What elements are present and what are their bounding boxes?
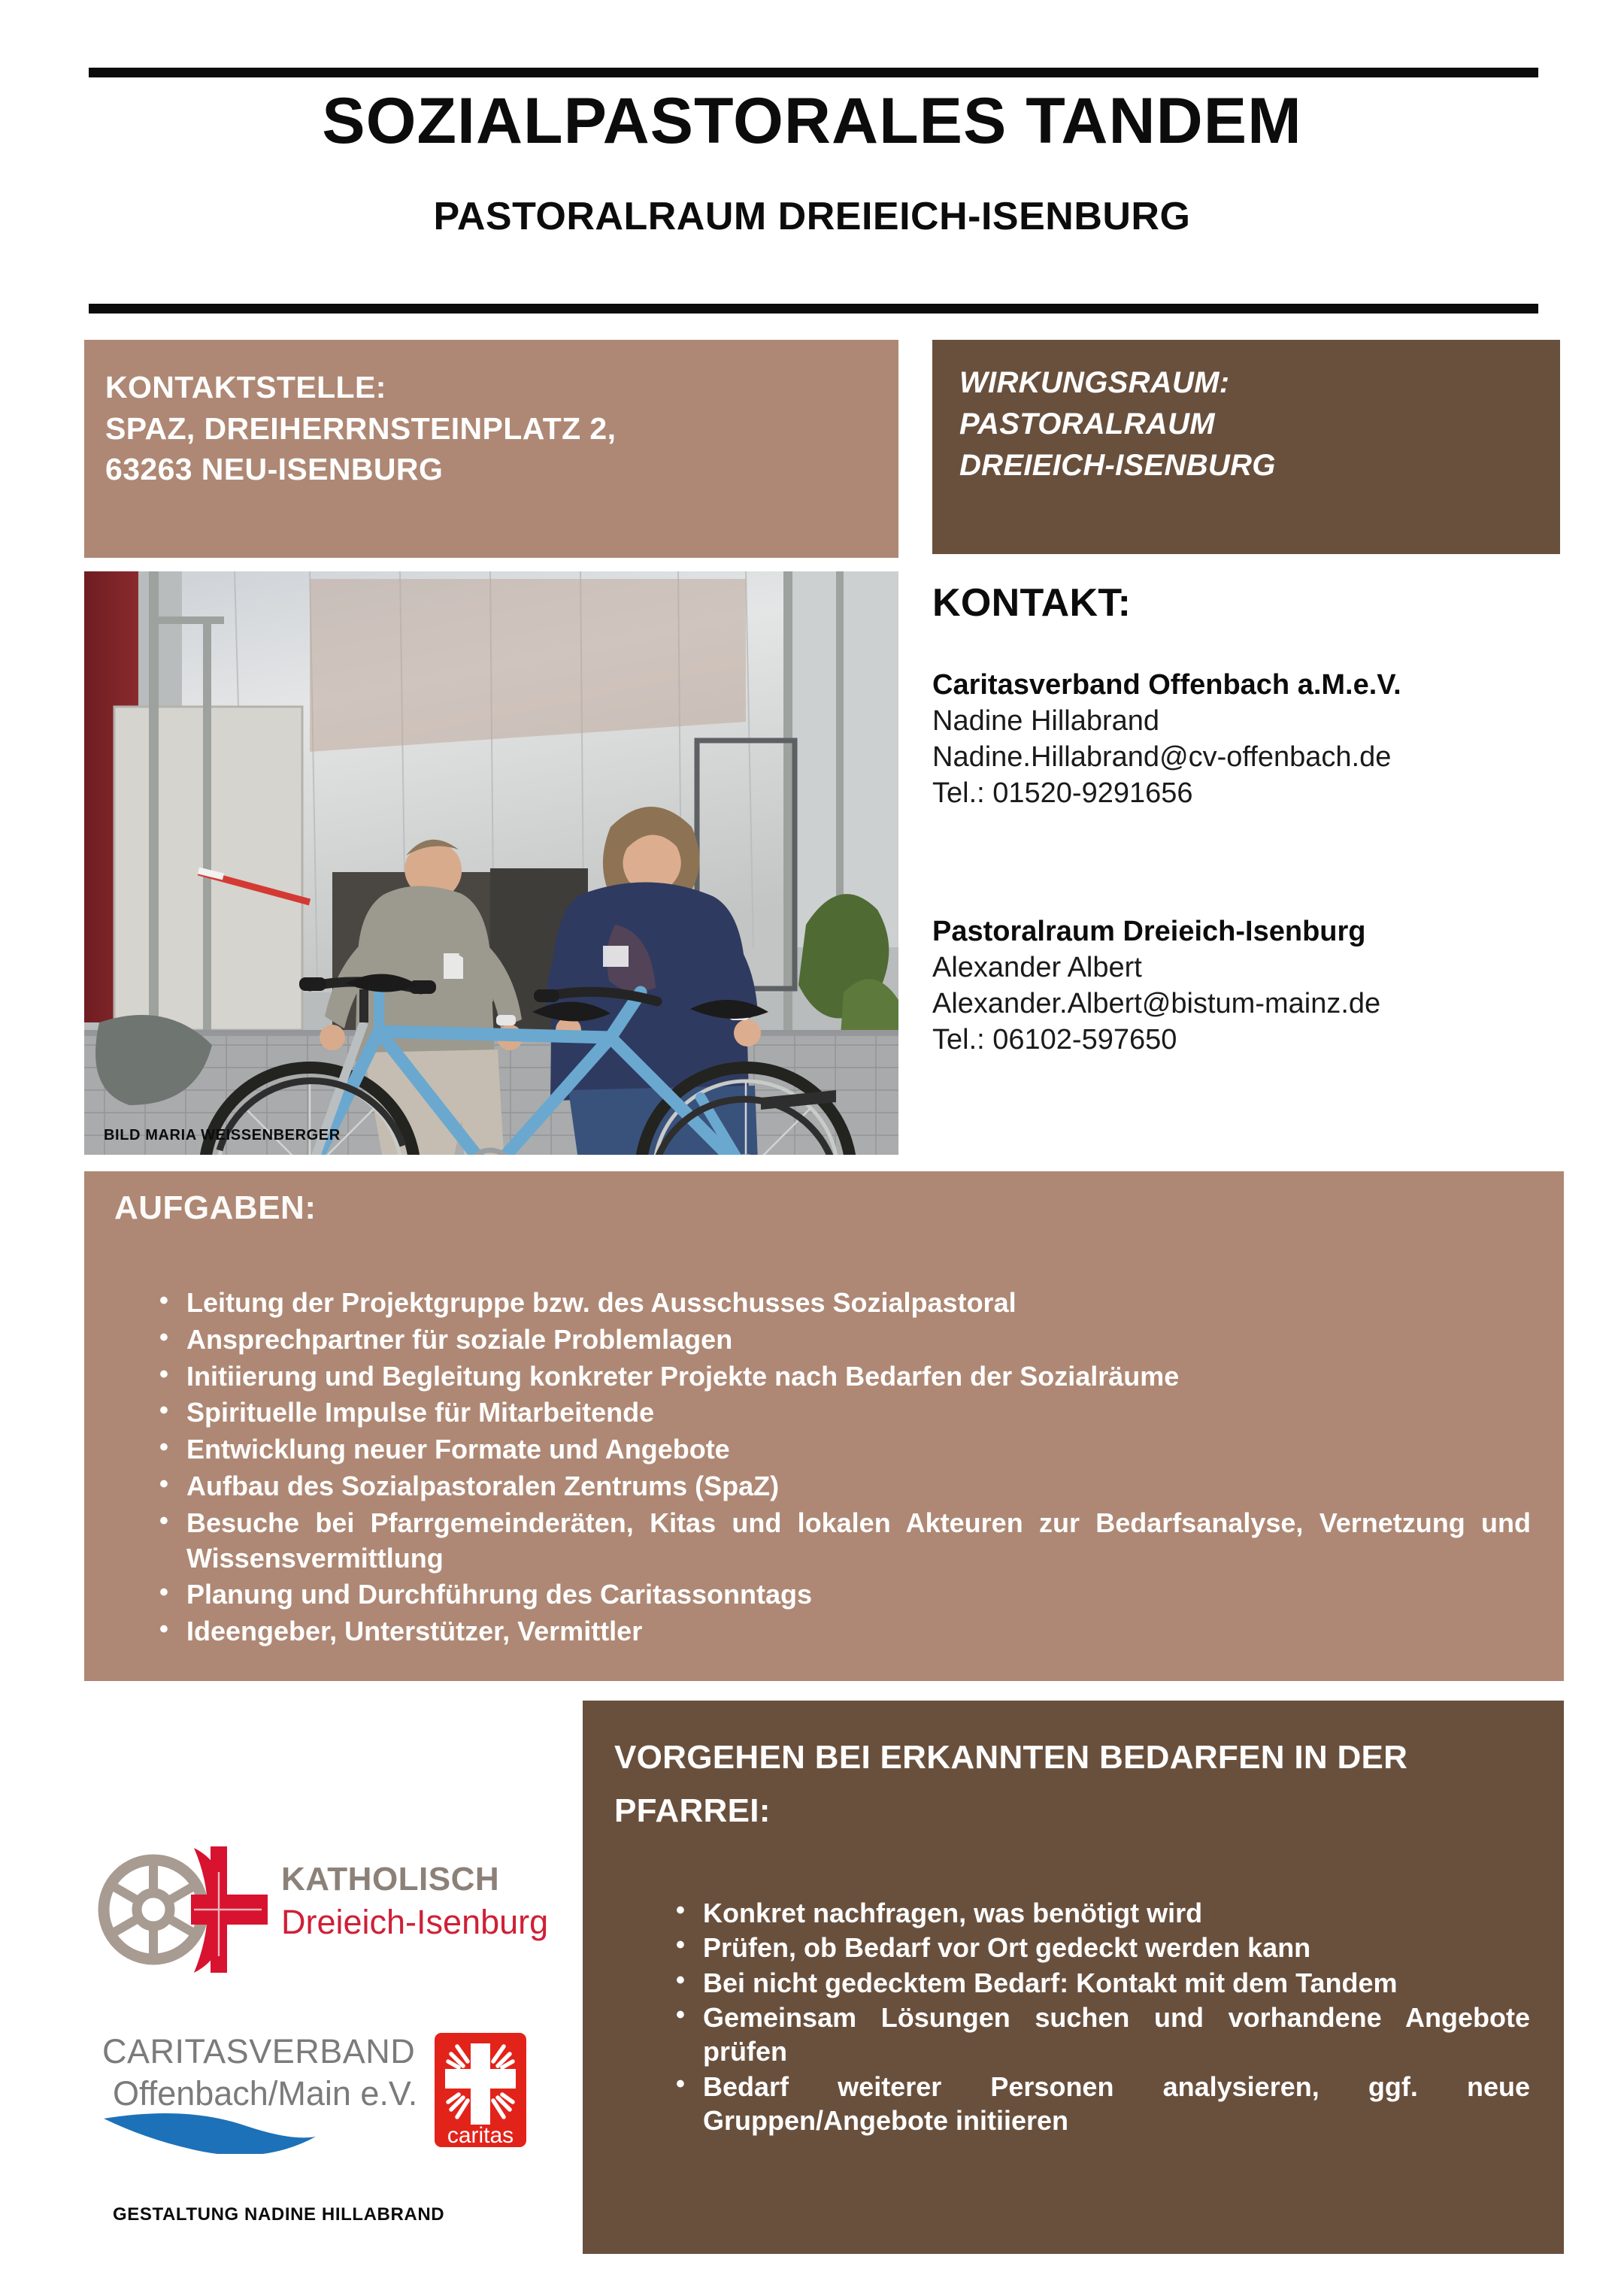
list-item: • Spirituelle Impulse für Mitarbeitende xyxy=(156,1395,1531,1431)
wirkungsraum-box xyxy=(932,340,1560,554)
list-item: • Ideengeber, Unterstützer, Vermittler xyxy=(156,1614,1531,1649)
page-subtitle: PASTORALRAUM DREIEICH-ISENBURG xyxy=(433,195,1191,238)
tandem-photo xyxy=(84,571,898,1155)
aufgaben-list xyxy=(156,1286,1531,1651)
list-item: • Initiierung und Begleitung konkreter Projekte nach Bedarfen der Sozialräume xyxy=(156,1359,1531,1395)
kontakt-org-2: Pastoralraum Dreieich-Isenburg xyxy=(932,916,1366,947)
katholisch-label-line2: Dreieich-Isenburg xyxy=(281,1903,549,1941)
wheel-icon xyxy=(104,1860,203,1959)
kontakt-email-1[interactable]: Nadine.Hillabrand@cv-offenbach.de xyxy=(932,741,1392,773)
aufgaben-box xyxy=(84,1171,1564,1681)
list-item: • Bei nicht gedecktem Bedarf: Kontakt mit dem Tandem xyxy=(673,1966,1530,2000)
caritas-flame-cross-icon xyxy=(435,2033,526,2148)
vorgehen-box xyxy=(583,1701,1564,2254)
kontakt-name-2: Alexander Albert xyxy=(932,951,1142,983)
list-item: • Leitung der Projektgruppe bzw. des Ausschusses Sozialpastoral xyxy=(156,1286,1531,1321)
list-item: • Planung und Durchführung des Caritassonntags xyxy=(156,1577,1531,1613)
caritas-wave-icon xyxy=(104,2113,316,2154)
kontaktstelle-box xyxy=(84,340,898,558)
page-title: SOZIALPASTORALES TANDEM xyxy=(322,85,1302,157)
design-credit: GESTALTUNG NADINE HILLABRAND xyxy=(113,2204,445,2225)
photo-credit: BILD MARIA WEISSENBERGER xyxy=(104,1127,341,1143)
kontakt-entry-caritasverband xyxy=(932,668,1594,812)
katholisch-label-line1: KATHOLISCH xyxy=(281,1861,500,1898)
kontakt-org-1: Caritasverband Offenbach a.M.e.V. xyxy=(932,669,1401,701)
list-item: • Prüfen, ob Bedarf vor Ort gedeckt werden kann xyxy=(673,1931,1530,1964)
kontakt-phone-1[interactable]: Tel.: 01520-9291656 xyxy=(932,777,1193,809)
kontaktstelle-label: KONTAKTSTELLE: xyxy=(105,370,386,404)
list-item: • Bedarf weiterer Personen analysieren, ggf. neue Gruppen/Angebote initiieren xyxy=(673,2070,1530,2138)
header-bottom-rule xyxy=(89,304,1538,314)
caritas-logo xyxy=(95,2022,553,2154)
header-top-rule xyxy=(89,68,1538,77)
katholisch-logo xyxy=(95,1843,553,1979)
cross-icon xyxy=(191,1846,268,1973)
caritas-label-line2: Offenbach/Main e.V. xyxy=(113,2074,418,2113)
list-item: • Aufbau des Sozialpastoralen Zentrums (SpaZ) xyxy=(156,1469,1531,1504)
tandem-photo-image xyxy=(84,571,898,1155)
vorgehen-heading: VORGEHEN BEI ERKANNTEN BEDARFEN IN DER PFARREI: xyxy=(614,1739,1408,1830)
list-item: • Ansprechpartner für soziale Problemlagen xyxy=(156,1322,1531,1358)
wirkungsraum-label: WIRKUNGSRAUM: xyxy=(959,366,1230,399)
kontaktstelle-address-line-2: 63263 NEU-ISENBURG xyxy=(105,452,444,487)
kontakt-heading: KONTAKT: xyxy=(932,581,1132,625)
kontakt-name-1: Nadine Hillabrand xyxy=(932,704,1160,737)
list-item: • Entwicklung neuer Formate und Angebote xyxy=(156,1432,1531,1468)
list-item: • Besuche bei Pfarrgemeinderäten, Kitas und lokalen Akteuren zur Bedarfsanalyse, Vernetzung und Wissensvermittlung xyxy=(156,1506,1531,1577)
caritas-wordmark: caritas xyxy=(447,2123,514,2148)
list-item: • Konkret nachfragen, was benötigt wird xyxy=(673,1896,1530,1930)
list-item: • Gemeinsam Lösungen suchen und vorhandene Angebote prüfen xyxy=(673,2001,1530,2069)
caritas-logo-mark xyxy=(95,2022,553,2154)
kontakt-entry-pastoralraum xyxy=(932,914,1594,1059)
kontakt-email-2[interactable]: Alexander.Albert@bistum-mainz.de xyxy=(932,987,1381,1019)
kontaktstelle-address-line-1: SPAZ, DREIHERRNSTEINPLATZ 2, xyxy=(105,410,617,446)
aufgaben-heading: AUFGABEN: xyxy=(114,1189,317,1226)
caritas-label-line1: CARITASVERBAND xyxy=(102,2032,416,2070)
katholisch-logo-mark xyxy=(95,1843,553,1979)
wirkungsraum-line-1: PASTORALRAUM xyxy=(959,407,1215,441)
vorgehen-list xyxy=(673,1896,1530,2139)
kontakt-phone-2[interactable]: Tel.: 06102-597650 xyxy=(932,1023,1177,1056)
wirkungsraum-line-2: DREIEICH-ISENBURG xyxy=(959,448,1276,482)
